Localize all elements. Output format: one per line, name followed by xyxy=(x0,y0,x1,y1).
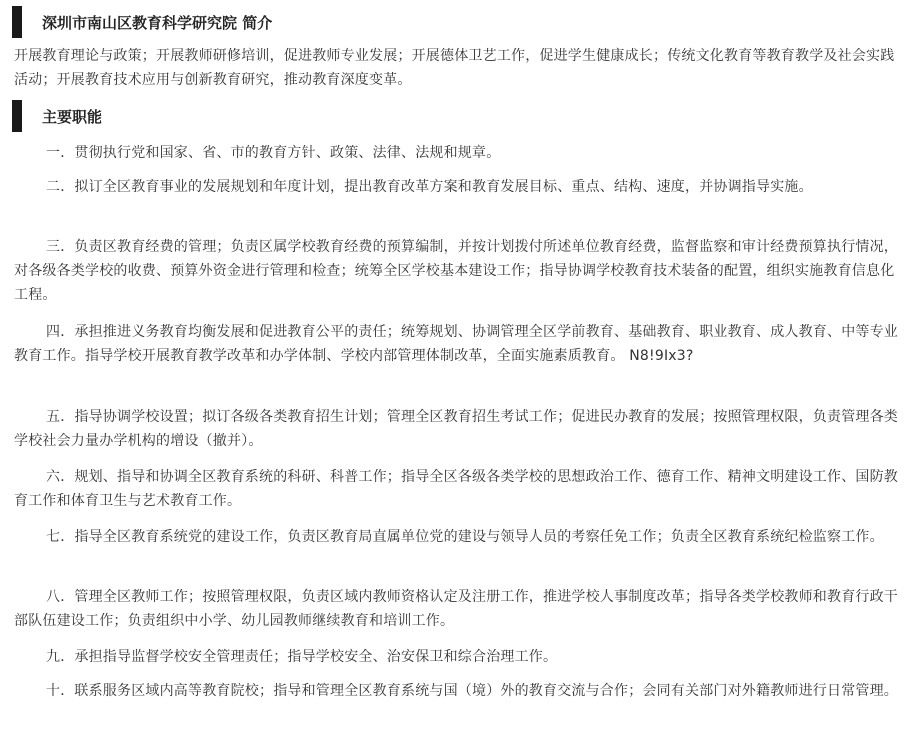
duty-item-2: 二．拟订全区教育事业的发展规划和年度计划，提出教育改革方案和教育发展目标、重点、结构、速度，并协调指导实施。 xyxy=(46,179,813,195)
duty-item-8: 八．管理全区教师工作；按照管理权限，负责区域内教师资格认定及注册工作，推进学校人事制度改革；指导各类学校教师和教育行政干部队伍建设工作；负责组织中小学、幼儿园教师继续教育和培训工作。 xyxy=(14,589,898,629)
duty-item-3: 三．负责区教育经费的管理；负责区属学校教育经费的预算编制，并按计划拨付所述单位教育经费，监督监察和审计经费预算执行情况，对各级各类学校的收费、预算外资金进行管理和检查；统筹全区学校基本建设工作；指导协调学校教育技术装备的配置，组织实施教育信息化工程。 xyxy=(14,239,898,303)
duty-item-9: 九．承担指导监督学校安全管理责任；指导学校安全、治安保卫和综合治理工作。 xyxy=(46,649,558,665)
duty-item-4: 四．承担推进义务教育均衡发展和促进教育公平的责任；统筹规划、协调管理全区学前教育、基础教育、职业教育、成人教育、中等专业教育工作。指导学校开展教育教学改革和办学体制、学校内部管理体制改革，全面实施素质教育。 N8!9Ix3? xyxy=(14,324,898,364)
duty-item-6: 六．规划、指导和协调全区教育系统的科研、科普工作；指导全区各级各类学校的思想政治工作、德育工作、精神文明建设工作、国防教育工作和体育卫生与艺术教育工作。 xyxy=(14,469,898,509)
section-heading-duties xyxy=(12,100,102,132)
section-title-duties: 主要职能 xyxy=(42,107,103,126)
duty-item-7: 七．指导全区教育系统党的建设工作，负责区教育局直属单位党的建设与领导人员的考察任免工作；负责全区教育系统纪检监察工作。 xyxy=(46,529,884,545)
duty-item-1: 一．贯彻执行党和国家、省、市的教育方针、政策、法律、法规和规章。 xyxy=(46,145,501,161)
duty-item-5: 五．指导协调学校设置；拟订各级各类教育招生计划；管理全区教育招生考试工作；促进民办教育的发展；按照管理权限，负责管理各类学校社会力量办学机构的增设（撤并）。 xyxy=(14,409,898,449)
heading-marker-bar xyxy=(12,100,22,132)
section-heading-intro xyxy=(12,6,272,38)
section-title-intro: 深圳市南山区教育科学研究院 简介 xyxy=(42,13,273,32)
duty-item-10: 十．联系服务区域内高等教育院校；指导和管理全区教育系统与国（境）外的教育交流与合作；会同有关部门对外籍教师进行日常管理。 xyxy=(46,683,898,699)
intro-paragraph: 开展教育理论与政策；开展教师研修培训，促进教师专业发展；开展德体卫艺工作，促进学生健康成长；传统文化教育等教育教学及社会实践活动；开展教育技术应用与创新教育研究，推动教育深度变革。 xyxy=(14,48,895,88)
heading-marker-bar xyxy=(12,6,22,38)
